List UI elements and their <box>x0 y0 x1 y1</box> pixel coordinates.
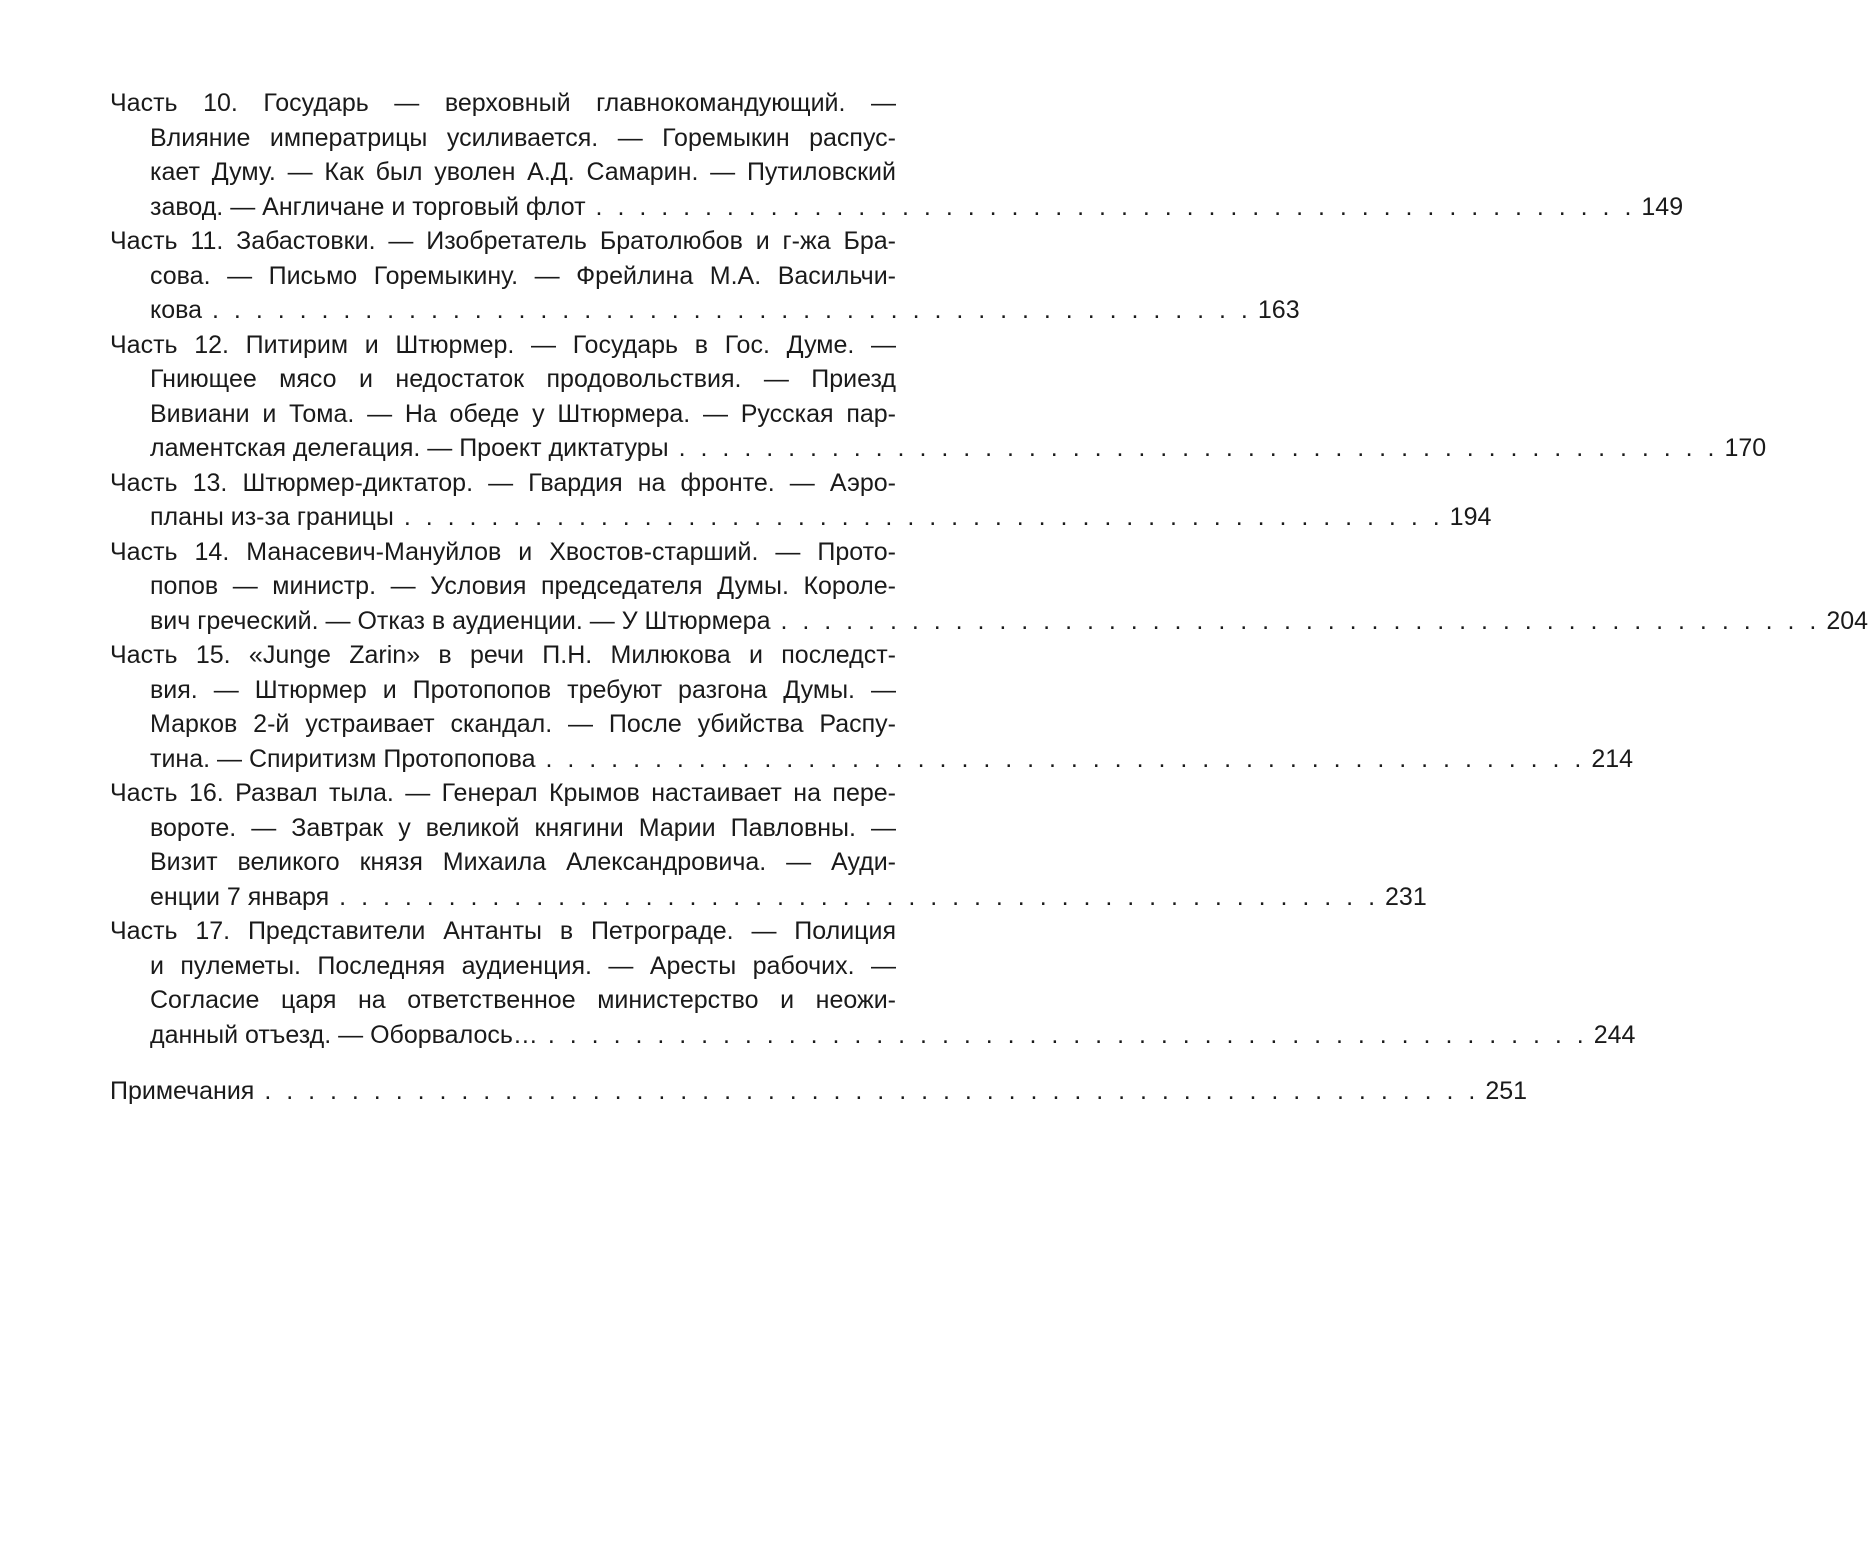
toc-entry-part-12 <box>110 328 1767 466</box>
page-number: 163 <box>1257 296 1300 324</box>
toc-line-text: вич греческий. — Отказ в аудиенции. — У Штюрмера <box>150 606 771 635</box>
dot-leader: . . . . . . . . . . . . . . . . . . . . . . . . . . . . . . . . . . . . . . . . . . . . . . . . . . . . . . . . <box>264 1077 1480 1105</box>
toc-line-text: Часть 14. Манасевич-Мануйлов и Хвостов-старший. — Прото- <box>110 537 896 566</box>
toc-line <box>110 535 896 570</box>
toc-line-text: попов — министр. — Условия председателя Думы. Королe- <box>150 572 896 600</box>
toc-line-text: Влияние императрицы усиливается. — Горемыкин распус- <box>150 123 896 152</box>
toc-line <box>110 155 896 190</box>
toc-line <box>110 707 896 742</box>
toc-line-text: тина. — Спиритизм Протопопова <box>150 744 536 773</box>
page-number: 170 <box>1724 434 1767 462</box>
toc-entry-part-16 <box>110 776 1427 914</box>
toc-line-text: Часть 15. «Junge Zarin» в речи П.Н. Милюкова и последст- <box>110 641 896 669</box>
toc-line-text: Марков 2-й устраивает скандал. — После убийства Распу- <box>150 710 896 738</box>
toc-line <box>110 86 896 121</box>
toc-line-text: Часть 16. Развал тыла. — Генерал Крымов настаивает на пере- <box>110 779 896 807</box>
toc-line <box>110 328 896 363</box>
toc-line <box>110 638 896 673</box>
toc-line-text: Часть 13. Штюрмер-диктатор. — Гвардия на фронте. — Аэро- <box>110 468 896 497</box>
toc-line-text: Гниющее мясо и недостаток продовольствия. — Приезд <box>150 365 896 393</box>
page-number: 244 <box>1593 1020 1636 1049</box>
toc-entry-part-11 <box>110 224 1300 328</box>
toc-line <box>110 121 896 156</box>
toc-line <box>110 466 896 501</box>
toc-entry-part-10 <box>110 86 1684 224</box>
toc-line-text: ламентская делегация. — Проект диктатуры <box>150 434 669 462</box>
dot-leader: . . . . . . . . . . . . . . . . . . . . . . . . . . . . . . . . . . . . . . . . . . . . . . . . <box>595 192 1636 221</box>
toc-line-last <box>110 880 1427 915</box>
toc-line <box>110 914 896 949</box>
toc-line-text: Согласие царя на ответственное министерство и неожи- <box>150 986 896 1014</box>
page-number: 214 <box>1591 744 1634 773</box>
toc-line-last <box>110 742 1634 777</box>
toc-line-text: Часть 10. Государь — верховный главнокомандующий. — <box>110 89 896 117</box>
table-of-contents <box>110 86 1868 1109</box>
toc-line-last <box>110 500 1492 535</box>
toc-line-text: вороте. — Завтрак у великой княгини Марии Павловны. — <box>150 813 896 842</box>
page-number: 194 <box>1449 503 1492 531</box>
toc-line-text: енции 7 января <box>150 882 330 911</box>
toc-line <box>110 983 896 1018</box>
toc-line <box>110 673 896 708</box>
toc-line-text: завод. — Англичане и торговый флот <box>150 192 586 221</box>
toc-line <box>110 569 896 604</box>
section-spacer <box>110 1052 896 1074</box>
dot-leader: . . . . . . . . . . . . . . . . . . . . . . . . . . . . . . . . . . . . . . . . . . . . . . . . <box>547 1020 1588 1049</box>
dot-leader: . . . . . . . . . . . . . . . . . . . . . . . . . . . . . . . . . . . . . . . . . . . . . . . . <box>545 744 1586 773</box>
toc-line-text: Визит великого князя Михаила Александровича. — Ауди- <box>150 848 896 876</box>
dot-leader: . . . . . . . . . . . . . . . . . . . . . . . . . . . . . . . . . . . . . . . . . . . . . . . . <box>339 882 1380 911</box>
notes-label: Примечания <box>110 1077 255 1105</box>
dot-leader: . . . . . . . . . . . . . . . . . . . . . . . . . . . . . . . . . . . . . . . . . . . . . . . . <box>212 296 1252 324</box>
toc-line-last <box>110 604 1868 639</box>
page-number: 204 <box>1826 606 1868 635</box>
toc-entry-part-15 <box>110 638 1634 776</box>
toc-entry-notes <box>110 1074 1528 1109</box>
toc-line <box>110 811 896 846</box>
toc-line-last <box>110 431 1767 466</box>
toc-line-text: Часть 11. Забастовки. — Изобретатель Братолюбов и г-жа Бра- <box>110 227 896 255</box>
toc-line <box>110 397 896 432</box>
toc-line-text: сова. — Письмо Горемыкину. — Фрейлина М.А. Васильчи- <box>150 261 896 290</box>
toc-line-text: Часть 12. Питирим и Штюрмер. — Государь в Гос. Думе. — <box>110 330 896 359</box>
toc-entry-part-13 <box>110 466 1492 535</box>
page-number: 231 <box>1385 882 1427 911</box>
toc-line <box>110 949 896 984</box>
page-number: 149 <box>1641 192 1684 221</box>
toc-line-text: кает Думу. — Как был уволен А.Д. Самарин. — Путиловский <box>150 158 896 186</box>
dot-leader: . . . . . . . . . . . . . . . . . . . . . . . . . . . . . . . . . . . . . . . . . . . . . . . . <box>678 434 1719 462</box>
toc-line <box>110 259 896 294</box>
toc-line-text: Вивиани и Тома. — На обеде у Штюрмера. — Русская пар- <box>150 399 896 428</box>
toc-line <box>110 776 896 811</box>
toc-line-last <box>110 1074 1528 1109</box>
page-number: 251 <box>1485 1077 1528 1105</box>
toc-entry-part-14 <box>110 535 1868 639</box>
toc-line-last <box>110 1018 1636 1053</box>
toc-line-text: данный отъезд. — Оборвалось… <box>150 1020 538 1049</box>
dot-leader: . . . . . . . . . . . . . . . . . . . . . . . . . . . . . . . . . . . . . . . . . . . . . . . . <box>780 606 1821 635</box>
toc-line-text: вия. — Штюрмер и Протопопов требуют разгона Думы. — <box>150 675 896 704</box>
toc-line <box>110 224 896 259</box>
toc-line <box>110 845 896 880</box>
toc-line-last <box>110 293 1300 328</box>
toc-entry-part-17 <box>110 914 1636 1052</box>
toc-line-last <box>110 190 1684 225</box>
dot-leader: . . . . . . . . . . . . . . . . . . . . . . . . . . . . . . . . . . . . . . . . . . . . . . . . <box>403 503 1444 531</box>
toc-line-text: Часть 17. Представители Антанты в Петрограде. — Полиция <box>110 917 896 945</box>
toc-line-text: кова <box>150 296 203 324</box>
toc-line-text: и пулеметы. Последняя аудиенция. — Аресты рабочих. — <box>150 951 896 980</box>
toc-line <box>110 362 896 397</box>
toc-line-text: планы из-за границы <box>150 503 394 531</box>
